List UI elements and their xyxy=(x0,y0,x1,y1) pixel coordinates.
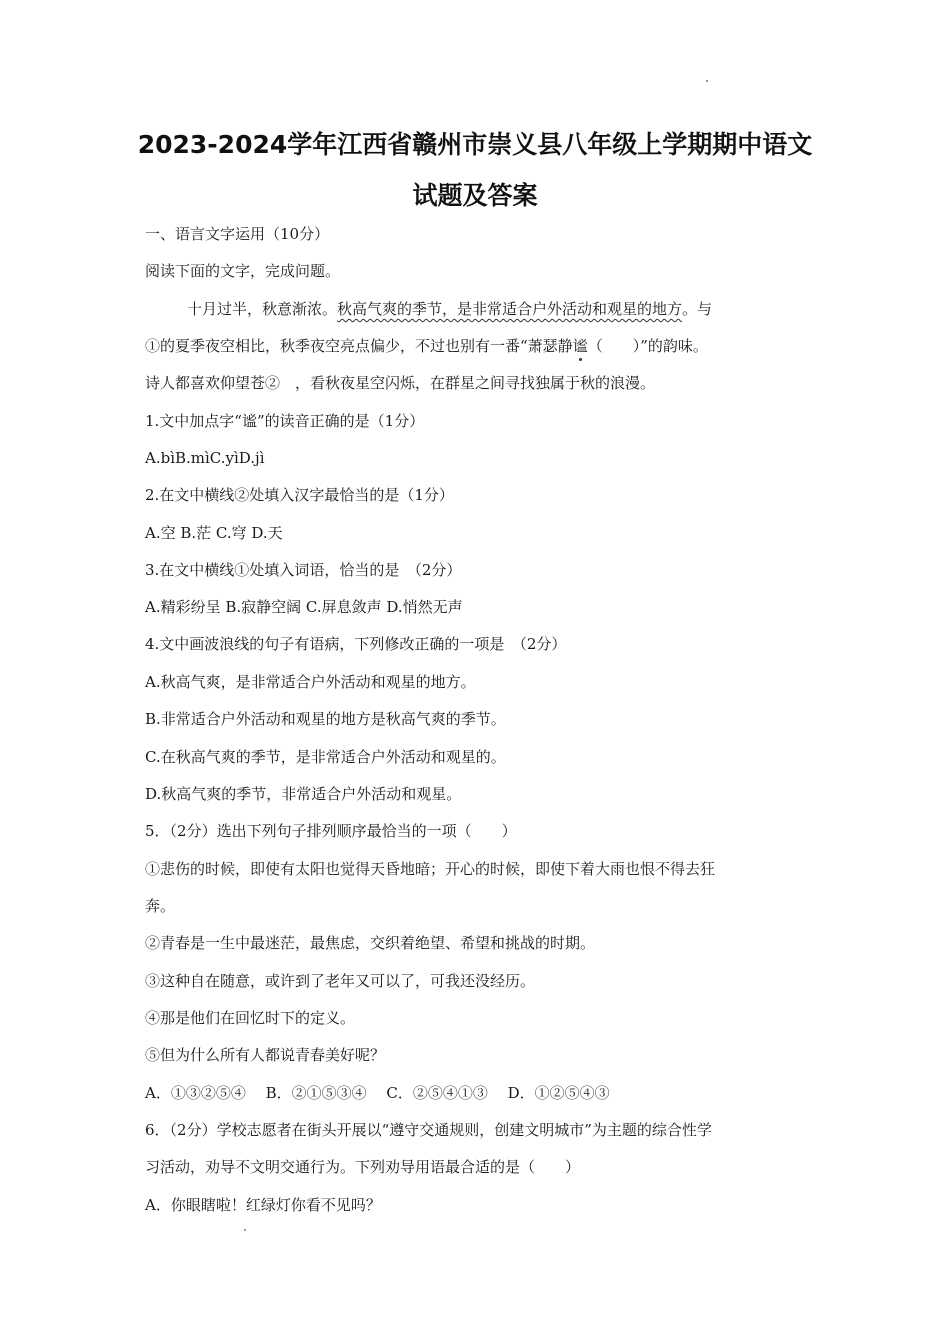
question-6-stem: 6．（2分）学校志愿者在街头开展以“遵守交通规则，创建文明城市”为主题的综合性学 xyxy=(145,1121,712,1139)
question-5-sentence-1-cont: 奔。 xyxy=(145,897,176,915)
question-5-stem: 5．（2分）选出下列句子排列顺序最恰当的一项（ ） xyxy=(145,822,517,840)
question-5-sentence-2: ②青春是一生中最迷茫，最焦虑，交织着绝望、希望和挑战的时期。 xyxy=(145,934,596,952)
passage-line-3: 诗人都喜欢仰望苍② ，看秋夜星空闪烁，在群星之间寻找独属于秋的浪漫。 xyxy=(145,374,656,392)
question-4-stem: 4.文中画波浪线的句子有语病，下列修改正确的一项是 （2分） xyxy=(145,635,567,653)
question-4-option-a: A.秋高气爽，是非常适合户外活动和观星的地方。 xyxy=(145,673,476,691)
passage-line-1 xyxy=(187,299,712,319)
question-3-stem: 3.在文中横线①处填入词语，恰当的是 （2分） xyxy=(145,561,462,579)
emphasized-character: 谧 xyxy=(572,337,588,355)
question-5-sentence-3: ③这种自在随意，或许到了老年又可以了，可我还没经历。 xyxy=(145,972,536,990)
passage-text: 。与 xyxy=(682,300,713,318)
passage-text: （ ）”的韵味。 xyxy=(587,337,708,355)
question-5-sentence-1: ①悲伤的时候，即使有太阳也觉得天昏地暗；开心的时候，即使下着大雨也恨不得去狂 xyxy=(145,860,716,878)
passage-text: ①的夏季夜空相比，秋季夜空亮点偏少，不过也别有一番“萧瑟静 xyxy=(145,337,573,355)
question-3-options: A.精彩纷呈 B.寂静空阔 C.屏息敛声 D.悄然无声 xyxy=(145,598,463,616)
passage-text: 十月过半，秋意渐浓。 xyxy=(187,300,338,318)
question-4-option-b: B.非常适合户外活动和观星的地方是秋高气爽的季节。 xyxy=(145,710,506,728)
passage-line-2 xyxy=(145,336,708,356)
page-title-line1: 2023-2024学年江西省赣州市崇义县八年级上学期期中语文 xyxy=(137,130,813,159)
question-2-stem: 2.在文中横线②处填入汉字最恰当的是（1分） xyxy=(145,486,454,504)
question-5-sentence-5: ⑤但为什么所有人都说青春美好呢？ xyxy=(145,1046,386,1064)
page-title-line2: 试题及答案 xyxy=(412,181,538,210)
question-2-options: A.空 B.茫 C.穹 D.天 xyxy=(145,524,283,542)
question-1-options: A.bìB.mìC.yìD.jì xyxy=(145,449,265,467)
question-6-option-a: A．你眼瞎啦！红绿灯你看不见吗？ xyxy=(145,1196,381,1214)
section-heading: 一、语言文字运用（10分） xyxy=(145,225,330,243)
wavy-underlined-sentence: 秋高气爽的季节，是非常适合户外活动和观星的地方 xyxy=(337,300,683,318)
question-4-option-d: D.秋高气爽的季节，非常适合户外活动和观星。 xyxy=(145,785,462,803)
question-6-stem-cont: 习活动，劝导不文明交通行为。下列劝导用语最合适的是（ ） xyxy=(145,1158,581,1176)
scan-speck xyxy=(244,1229,246,1231)
scan-speck xyxy=(706,80,708,82)
question-4-option-c: C.在秋高气爽的季节，是非常适合户外活动和观星的。 xyxy=(145,748,506,766)
question-5-sentence-4: ④那是他们在回忆时下的定义。 xyxy=(145,1009,356,1027)
question-5-options: A．①③②⑤④ B．②①⑤③④ C．②⑤④①③ D．①②⑤④③ xyxy=(145,1084,610,1102)
instruction-text: 阅读下面的文字，完成问题。 xyxy=(145,262,341,280)
question-1-stem: 1.文中加点字“谧”的读音正确的是（1分） xyxy=(145,412,425,430)
